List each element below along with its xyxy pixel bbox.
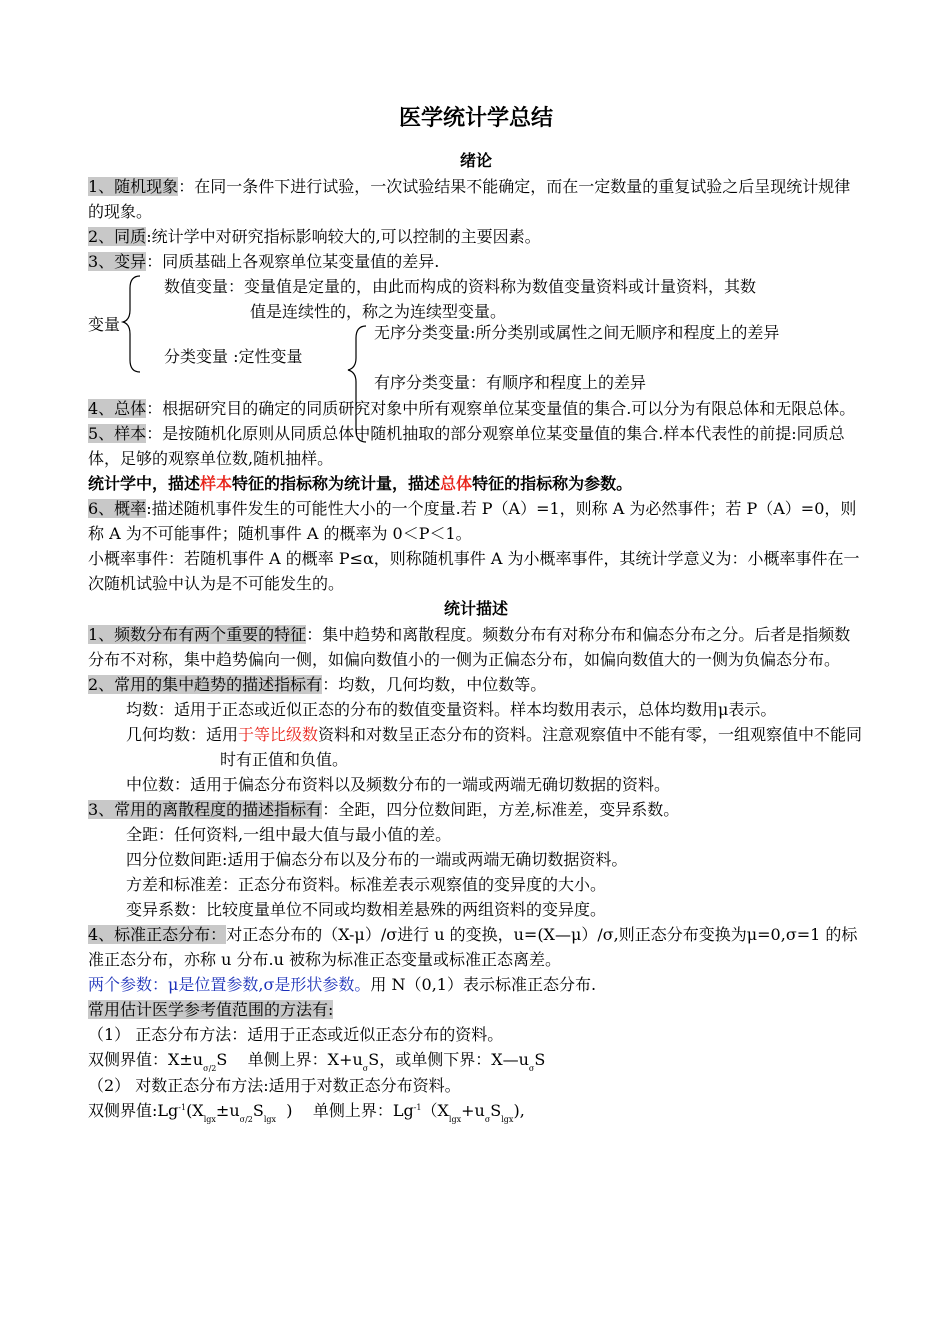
geo-text-highlight: 于等比级数: [238, 725, 319, 744]
term-homogeneity: 2、同质: [88, 227, 147, 246]
para-dispersion: [88, 797, 864, 822]
para-range: 全距：任何资料,一组中最大值与最小值的差。: [126, 825, 452, 844]
para-sample: [88, 421, 864, 471]
para-median: 中位数：适用于偏态分布资料以及频数分布的一端或两端无确切数据的资料。: [126, 775, 671, 794]
formula2-part-b: (X: [186, 1101, 204, 1120]
term-dispersion: 3、常用的离散程度的描述指标有: [88, 800, 323, 819]
text-homogeneity: :统计学中对研究指标影响较大的,可以控制的主要因素。: [146, 227, 541, 246]
formula1-part-a: 双侧界值：X±u: [88, 1050, 204, 1069]
geo-text-c: 资料和对数呈正态分布的资料。注意观察值中不能有零，一组观察值中不能同时有正值和负值。: [220, 725, 863, 769]
formula1-part-c: 单侧上界：X+u: [247, 1050, 363, 1069]
para-reference-range: [88, 997, 864, 1022]
formula2-part-i: S: [490, 1101, 502, 1120]
para-variation: [88, 249, 864, 274]
term-standard-normal: 4、标准正态分布：: [88, 925, 227, 944]
ordered-categorical-text: 有序分类变量：有顺序和程度上的差异: [374, 373, 647, 392]
numeric-variable-text: 数值变量：变量值是定量的，由此而构成的资料称为数值变量资料或计量资料，其数: [164, 277, 757, 296]
formula2-sub-h: σ: [484, 1115, 491, 1124]
formula1-sub-c: σ: [362, 1064, 369, 1073]
variable-classification-diagram: [88, 274, 864, 392]
term-population: 4、总体: [88, 399, 147, 418]
para-random-phenomenon: [88, 174, 864, 224]
formula2-sub-c: σ/2: [239, 1115, 253, 1124]
text-variation: ：同质基础上各观察单位某变量值的差异.: [146, 252, 440, 271]
formula2-part-c: ±u: [215, 1101, 240, 1120]
term-frequency-distribution: 1、频数分布有两个重要的特征: [88, 625, 307, 644]
formula2-part-e: ): [286, 1101, 293, 1120]
term-central-tendency: 2、常用的集中趋势的描述指标有: [88, 675, 323, 694]
term-variation: 3、变异: [88, 252, 147, 271]
para-iqr: 四分位数间距:适用于偏态分布以及分布的一端或两端无确切数据资料。: [126, 850, 628, 869]
para-method-normal: （1） 正态分布方法：适用于正态或近似正态分布的资料。: [88, 1025, 504, 1044]
formula2-part-f: 单侧上界：Lg: [312, 1101, 414, 1120]
para-homogeneity: [88, 224, 864, 249]
formula1-sub-a: σ/2: [203, 1064, 217, 1073]
para-two-parameters: [88, 972, 864, 997]
formula-normal-limits: [88, 1047, 864, 1073]
right-brace-icon: [344, 324, 370, 444]
formula2-sub-b: lgx: [203, 1115, 216, 1124]
para-probability: [88, 496, 864, 546]
term-sample: 5、样本: [88, 424, 147, 443]
formula1-sub-d: σ: [528, 1064, 535, 1073]
formula2-sub-d: lgx: [263, 1115, 277, 1124]
para-mean: 均数：适用于正态或近似正态的分布的数值变量资料。样本均数用表示，总体均数用μ表示。: [126, 700, 777, 719]
term-reference-range: 常用估计医学参考值范围的方法有:: [88, 1000, 334, 1019]
unordered-categorical-text: 无序分类变量:所分类别或属性之间无顺序和程度上的差异: [374, 323, 780, 342]
formula2-part-d: S: [252, 1101, 264, 1120]
formula2-sup-f: -1: [413, 1103, 422, 1112]
stat-text-e: 特征的指标称为参数。: [472, 474, 633, 493]
text-sample: ：是按随机化原则从同质总体中随机抽取的部分观察单位某变量值的集合.样本代表性的前提:同质总体，足够的观察单位数,随机抽样。: [88, 424, 845, 468]
params-text-blue: 两个参数：μ是位置参数,σ是形状参数。: [88, 975, 371, 994]
formula2-part-h: +u: [461, 1101, 485, 1120]
formula2-sub-i: lgx: [501, 1115, 514, 1124]
text-population: ：根据研究目的确定的同质研究对象中所有观察单位某变量值的集合.可以分为有限总体和无限总体。: [146, 399, 856, 418]
formula1-part-e: S: [534, 1050, 546, 1069]
formula2-sub-g: lgx: [448, 1115, 462, 1124]
page-title: 医学统计学总结: [398, 106, 553, 131]
text-random-phenomenon: ：在同一条件下进行试验，一次试验结果不能确定，而在一定数量的重复试验之后呈现统计规律的现象。: [88, 177, 851, 221]
para-cv: 变异系数：比较度量单位不同或均数相差悬殊的两组资料的变异度。: [126, 900, 607, 919]
para-geometric-mean: [88, 722, 864, 772]
formula2-part-g: （X: [421, 1101, 449, 1120]
para-frequency-distribution: [88, 622, 864, 672]
numeric-variable-continued: 值是连续性的，称之为连续型变量。: [250, 302, 507, 321]
para-method-lognormal: （2） 对数正态分布方法:适用于对数正态分布资料。: [88, 1076, 461, 1095]
formula2-sup-a: -1: [178, 1103, 187, 1112]
stat-text-population: 总体: [440, 474, 473, 493]
term-probability: 6、概率: [88, 499, 147, 518]
categorical-variable-text: 分类变量 :定性变量: [164, 347, 303, 366]
text-probability: :描述随机事件发生的可能性大小的一个度量.若 P（A）=1，则称 A 为必然事件；若 P（A）=0，则称 A 为不可能事件；随机事件 A 的概率为 0＜P＜1。: [88, 499, 857, 543]
para-standard-normal: [88, 922, 864, 972]
stat-text-a: 统计学中，描述: [88, 474, 201, 493]
stat-text-c: 特征的指标称为统计量，描述: [232, 474, 441, 493]
formula2-part-j: ),: [513, 1101, 525, 1120]
text-frequency-distribution: ：集中趋势和离散程度。频数分布有对称分布和偏态分布之分。后者是指频数分布不对称，集中趋势偏向一侧，如偏向数值小的一侧为正偏态分布，如偏向数值大的一侧为负偏态分布。: [88, 625, 851, 669]
variable-root-label: 变量: [88, 315, 121, 334]
para-small-probability: 小概率事件：若随机事件 A 的概率 P≤α，则称随机事件 A 为小概率事件，其统计学意义为：小概率事件在一次随机试验中认为是不可能发生的。: [88, 549, 860, 593]
stat-text-sample: 样本: [200, 474, 233, 493]
left-brace-icon: [122, 274, 146, 374]
params-text-rest: 用 N（0,1）表示标准正态分布.: [370, 975, 597, 994]
formula1-part-d: S，或单侧下界：X—u: [368, 1050, 529, 1069]
section-heading-intro: 绪论: [459, 151, 492, 170]
formula-lognormal-limits: [88, 1098, 864, 1124]
para-variance: 方差和标准差：正态分布资料。标准差表示观察值的变异度的大小。: [126, 875, 607, 894]
para-statistic-vs-parameter: [88, 471, 864, 496]
para-central-tendency: [88, 672, 864, 697]
term-random-phenomenon: 1、随机现象: [88, 177, 179, 196]
section-heading-description: 统计描述: [443, 599, 508, 618]
formula2-part-a: 双侧界值:Lg: [88, 1101, 179, 1120]
geo-text-a: 几何均数：适用: [126, 725, 239, 744]
text-central-tendency: ：均数，几何均数，中位数等。: [322, 675, 547, 694]
para-population: [88, 396, 864, 421]
formula1-part-b: S: [216, 1050, 228, 1069]
document-body: [88, 104, 864, 1124]
text-standard-normal: 对正态分布的（X-μ）/σ进行 u 的变换，u=(X—μ）/σ,则正态分布变换为μ=0,σ=1 的标准正态分布，亦称 u 分布.u 被称为标准正态变量或标准正态离差。: [88, 925, 858, 969]
text-dispersion: ：全距，四分位数间距，方差,标准差，变异系数。: [322, 800, 680, 819]
